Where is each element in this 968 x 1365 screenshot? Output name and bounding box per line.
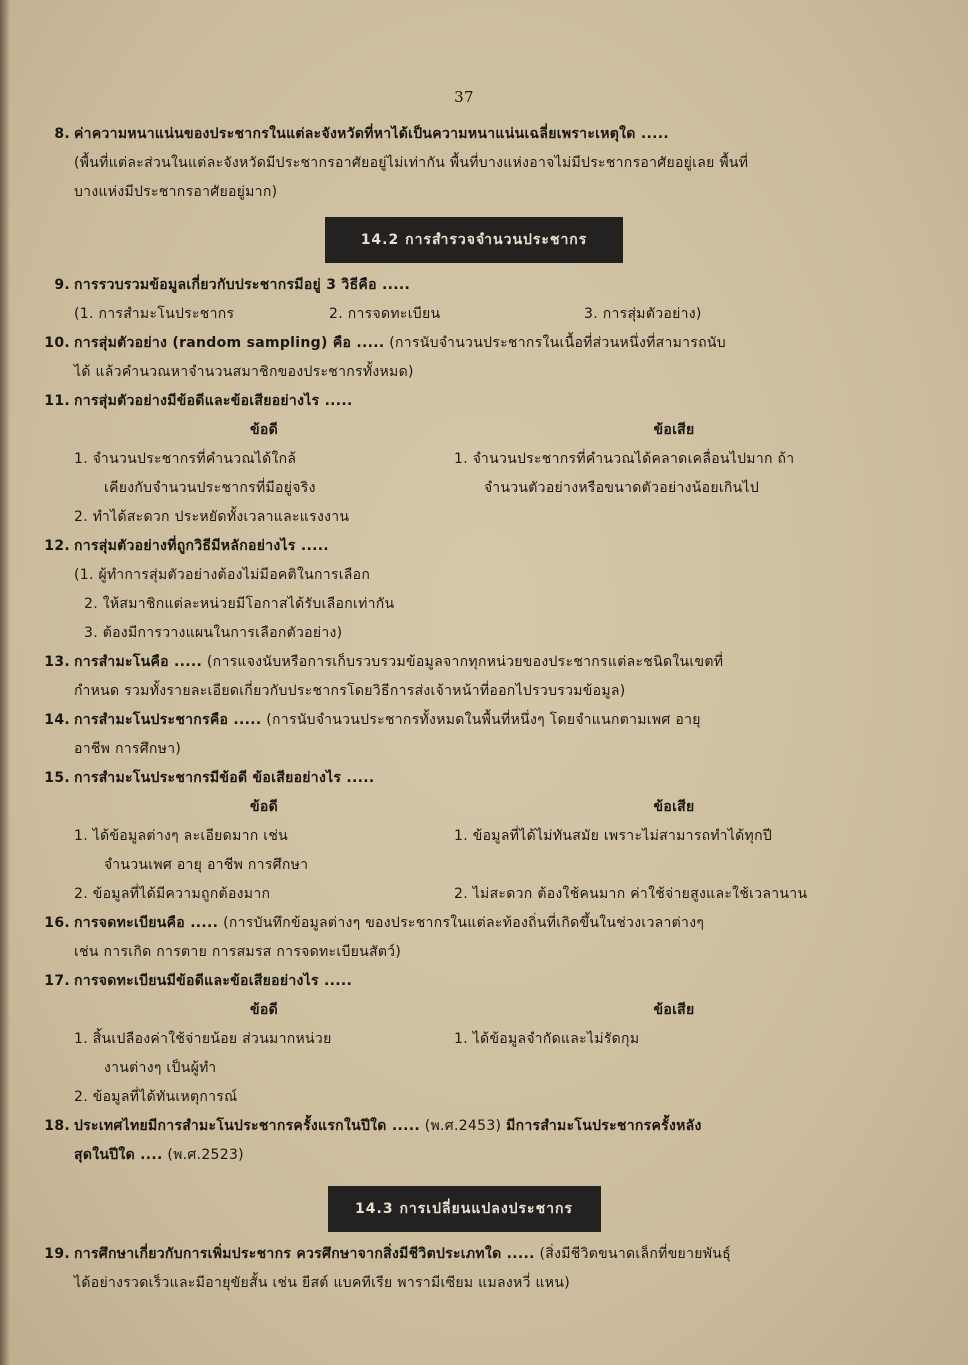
pro-item: 2. ข้อมูลที่ได้ทันเหตุการณ์ <box>74 1089 238 1105</box>
pro-item-cont: งานต่างๆ เป็นผู้ทำ <box>104 1060 217 1076</box>
pros-cons-table <box>74 793 894 909</box>
question-15 <box>34 764 894 909</box>
question-text: การศึกษาเกี่ยวกับการเพิ่มประชากร ควรศึกษาจากสิ่งมีชีวิตประเภทใด ..... <box>74 1246 535 1262</box>
question-text: ค่าความหนาแน่นของประชากรในแต่ละจังหวัดที่หาได้เป็นความหนาแน่นเฉลี่ยเพราะเหตุใด ..... <box>74 126 669 142</box>
answer-line: (การนับจำนวนประชากรทั้งหมดในพื้นที่หนึ่งๆ โดยจำแนกตามเพศ อายุ <box>266 712 701 728</box>
pro-item: 1. จำนวนประชากรที่คำนวณได้ใกล้ <box>74 451 297 467</box>
question-text: ประเทศไทยมีการสำมะโนประชากรครั้งแรกในปีใด ..... <box>74 1118 420 1134</box>
cons-heading: ข้อเสีย <box>653 799 695 815</box>
answer-line: (1. ผู้ทำการสุ่มตัวอย่างต้องไม่มีอคติในการเลือก <box>74 567 371 583</box>
question-number: 9. <box>54 277 70 293</box>
question-text: การจดทะเบียนมีข้อดีและข้อเสียอย่างไร ..... <box>74 973 353 989</box>
answer-line: (สิ่งมีชีวิตขนาดเล็กที่ขยายพันธุ์ <box>539 1246 731 1262</box>
question-number: 15. <box>44 770 70 786</box>
pro-item: 1. สิ้นเปลืองค่าใช้จ่ายน้อย ส่วนมากหน่วย <box>74 1031 332 1047</box>
pro-item: 1. ได้ข้อมูลต่างๆ ละเอียดมาก เช่น <box>74 828 289 844</box>
answer-option: 2. การจดทะเบียน <box>329 306 441 322</box>
question-16 <box>34 909 894 967</box>
answer-line: อาชีพ การศึกษา) <box>74 741 182 757</box>
con-item-cont: จำนวนตัวอย่างหรือขนาดตัวอย่างน้อยเกินไป <box>484 480 760 496</box>
question-text: การสุ่มตัวอย่าง (random sampling) คือ ..... <box>74 335 385 351</box>
section-heading-14-3: 14.3 การเปลี่ยนแปลงประชากร <box>328 1186 601 1232</box>
pro-item: 2. ทำได้สะดวก ประหยัดทั้งเวลาและแรงงาน <box>74 509 350 525</box>
question-17 <box>34 967 894 1112</box>
answer-text: (พ.ศ.2453) <box>424 1118 502 1134</box>
pros-cons-table <box>74 416 894 503</box>
question-11 <box>34 387 894 532</box>
pro-item-cont: เคียงกับจำนวนประชากรที่มีอยู่จริง <box>104 480 316 496</box>
answer-options <box>74 300 894 329</box>
question-text: การสุ่มตัวอย่างที่ถูกวิธีมีหลักอย่างไร ..... <box>74 538 329 554</box>
question-18 <box>34 1112 894 1170</box>
answer-line: เช่น การเกิด การตาย การสมรส การจดทะเบียนสัตว์) <box>74 944 402 960</box>
pros-heading: ข้อดี <box>250 799 278 815</box>
answer-text: (พ.ศ.2523) <box>167 1147 244 1163</box>
page-content <box>34 86 894 1298</box>
pro-item-cont: จำนวนเพศ อายุ อาชีพ การศึกษา <box>104 857 309 873</box>
cons-column <box>454 416 894 503</box>
pros-heading: ข้อดี <box>250 422 278 438</box>
question-number: 13. <box>44 654 70 670</box>
question-number: 11. <box>44 393 70 409</box>
question-text: การจดทะเบียนคือ ..... <box>74 915 219 931</box>
question-number: 17. <box>44 973 70 989</box>
question-number: 16. <box>44 915 70 931</box>
answer-line: (การนับจำนวนประชากรในเนื้อที่ส่วนหนึ่งที่สามารถนับ <box>389 335 726 351</box>
answer-option: (1. การสำมะโนประชากร <box>74 306 235 322</box>
question-9 <box>34 271 894 329</box>
pro-item: 2. ข้อมูลที่ได้มีความถูกต้องมาก <box>74 886 271 902</box>
con-item: 2. ไม่สะดวก ต้องใช้คนมาก ค่าใช้จ่ายสูงและใช้เวลานาน <box>454 886 808 902</box>
question-text: การสำมะโนประชากรคือ ..... <box>74 712 262 728</box>
question-12 <box>34 532 894 648</box>
answer-line: กำหนด รวมทั้งรายละเอียดเกี่ยวกับประชากรโดยวิธีการส่งเจ้าหน้าที่ออกไปรวบรวมข้อมูล) <box>74 683 626 699</box>
cons-heading: ข้อเสีย <box>653 1002 695 1018</box>
answer-option: 3. การสุ่มตัวอย่าง) <box>584 306 702 322</box>
con-item: 1. ข้อมูลที่ได้ไม่ทันสมัย เพราะไม่สามารถทำได้ทุกปี <box>454 828 773 844</box>
pros-column <box>74 416 454 503</box>
question-text: การสำมะโนประชากรมีข้อดี ข้อเสียอย่างไร ..... <box>74 770 375 786</box>
pros-heading: ข้อดี <box>250 1002 278 1018</box>
page-edge-shadow <box>0 0 10 1365</box>
answer-line: (การแจงนับหรือการเก็บรวบรวมข้อมูลจากทุกหน่วยของประชากรแต่ละชนิดในเขตที่ <box>206 654 724 670</box>
answer-line: (การบันทึกข้อมูลต่างๆ ของประชากรในแต่ละท้องถิ่นที่เกิดขึ้นในช่วงเวลาต่างๆ <box>223 915 705 931</box>
question-8 <box>34 120 894 207</box>
cons-heading: ข้อเสีย <box>653 422 695 438</box>
page-number: 37 <box>454 88 474 106</box>
question-text: การสำมะโนคือ ..... <box>74 654 203 670</box>
question-13 <box>34 648 894 706</box>
answer-line: (พื้นที่แต่ละส่วนในแต่ละจังหวัดมีประชากรอาศัยอยู่ไม่เท่ากัน พื้นที่บางแห่งอาจไม่มีประชากรอาศัยอยู่เลย พื้นที่ <box>74 155 749 171</box>
question-number: 18. <box>44 1118 70 1134</box>
question-10 <box>34 329 894 387</box>
section-heading-14-2: 14.2 การสำรวจจำนวนประชากร <box>325 217 623 263</box>
question-text: มีการสำมะโนประชากรครั้งหลัง <box>506 1118 702 1134</box>
cons-column <box>454 793 894 909</box>
answer-line: บางแห่งมีประชากรอาศัยอยู่มาก) <box>74 184 278 200</box>
section-banner-wrap <box>34 217 894 263</box>
pros-column <box>74 793 454 909</box>
answer-line: ได้ แล้วคำนวณหาจำนวนสมาชิกของประชากรทั้งหมด) <box>74 364 414 380</box>
cons-column <box>454 996 894 1112</box>
pros-cons-table <box>74 996 894 1112</box>
question-text: สุดในปีใด .... <box>74 1147 163 1163</box>
section-banner-wrap <box>34 1186 894 1232</box>
question-number: 8. <box>54 126 70 142</box>
question-text: การรวบรวมข้อมูลเกี่ยวกับประชากรมีอยู่ 3 วิธีคือ ..... <box>74 277 411 293</box>
answer-line: ได้อย่างรวดเร็วและมีอายุขัยสั้น เช่น ยีสต์ แบคทีเรีย พารามีเซียม แมลงหวี่ แหน) <box>74 1275 570 1291</box>
con-item: 1. จำนวนประชากรที่คำนวณได้คลาดเคลื่อนไปมาก ถ้า <box>454 451 795 467</box>
question-number: 14. <box>44 712 70 728</box>
answer-line: 2. ให้สมาชิกแต่ละหน่วยมีโอกาสได้รับเลือกเท่ากัน <box>84 596 395 612</box>
con-item: 1. ได้ข้อมูลจำกัดและไม่รัดกุม <box>454 1031 640 1047</box>
question-number: 12. <box>44 538 70 554</box>
question-number: 19. <box>44 1246 70 1262</box>
answer-line: 3. ต้องมีการวางแผนในการเลือกตัวอย่าง) <box>84 625 343 641</box>
question-number: 10. <box>44 335 70 351</box>
question-19 <box>34 1240 894 1298</box>
question-14 <box>34 706 894 764</box>
question-text: การสุ่มตัวอย่างมีข้อดีและข้อเสียอย่างไร ..... <box>74 393 353 409</box>
pros-column <box>74 996 454 1112</box>
